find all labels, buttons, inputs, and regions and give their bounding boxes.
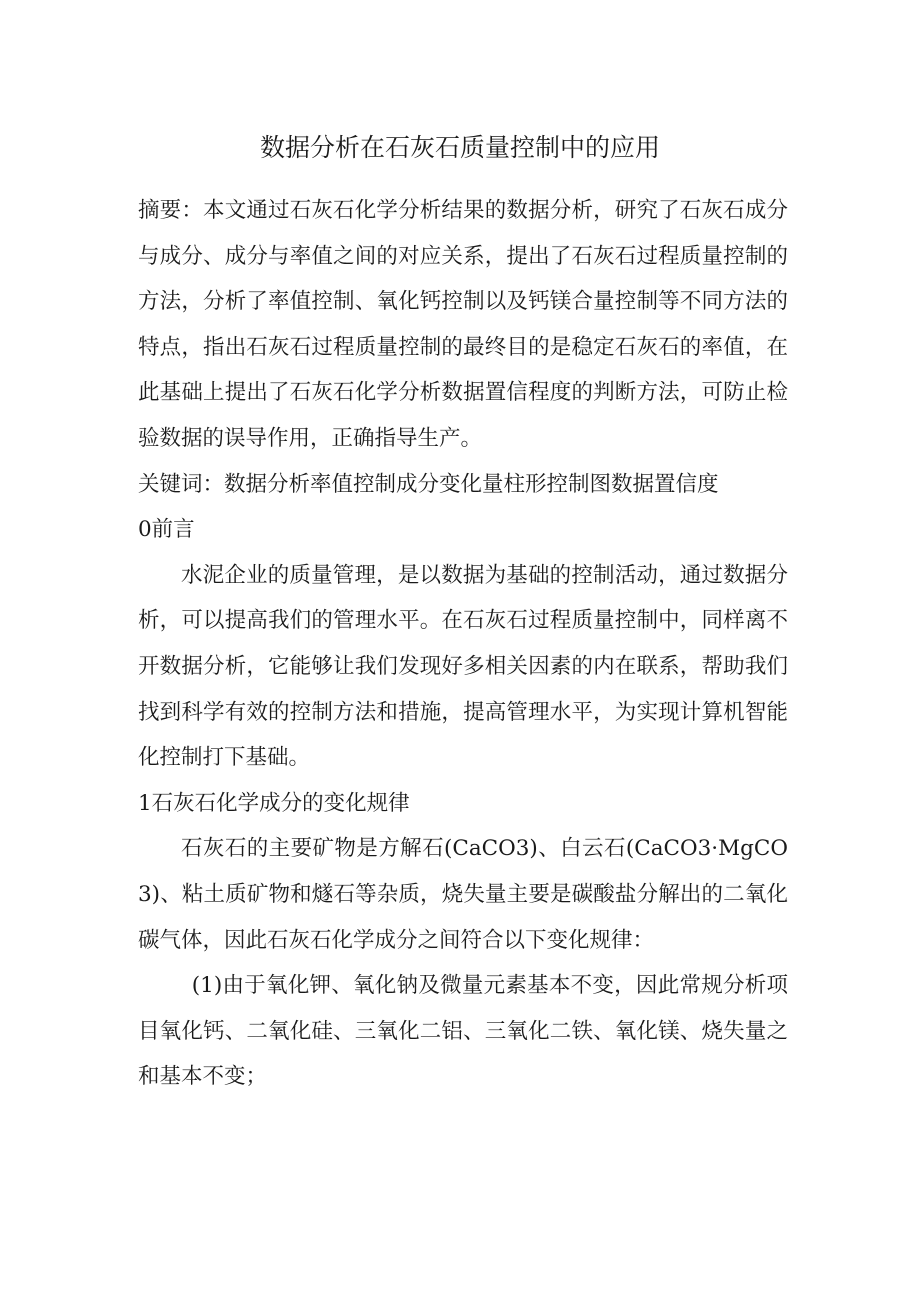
document-body (138, 188, 788, 1100)
rule-1-paragraph: (1)由于氧化钾、氧化钠及微量元素基本不变，因此常规分析项目氧化钙、二氧化硅、三氧化二铝、三氧化二铁、氧化镁、烧失量之和基本不变； (138, 973, 788, 1090)
abstract-paragraph: 摘要：本文通过石灰石化学分析结果的数据分析，研究了石灰石成分与成分、成分与率值之间的对应关系，提出了石灰石过程质量控制的方法，分析了率值控制、氧化钙控制以及钙镁合量控制等不同方法的特点，指出石灰石过程质量控制的最终目的是稳定石灰石的率值，在此基础上提出了石灰石化学分析数据置信程度的判断方法，可防止检验数据的误导作用，正确指导生产。 (138, 198, 788, 451)
document-title: 数据分析在石灰石质量控制中的应用 (259, 133, 660, 162)
keywords-line: 关键词：数据分析率值控制成分变化量柱形控制图数据置信度 (138, 471, 719, 497)
section-heading-composition: 1石灰石化学成分的变化规律 (138, 790, 410, 816)
preface-paragraph: 水泥企业的质量管理，是以数据为基础的控制活动，通过数据分析，可以提高我们的管理水平。在石灰石过程质量控制中，同样离不开数据分析，它能够让我们发现好多相关因素的内在联系，帮助我们找到科学有效的控制方法和措施，提高管理水平，为实现计算机智能化控制打下基础。 (138, 562, 788, 771)
section-heading-preface: 0前言 (138, 517, 195, 543)
composition-paragraph: 石灰石的主要矿物是方解石(CaCO3)、白云石(CaCO3·MgCO3)、粘土质矿物和燧石等杂质，烧失量主要是碳酸盐分解出的二氧化碳气体，因此石灰石化学成分之间符合以下变化规律： (138, 836, 788, 953)
